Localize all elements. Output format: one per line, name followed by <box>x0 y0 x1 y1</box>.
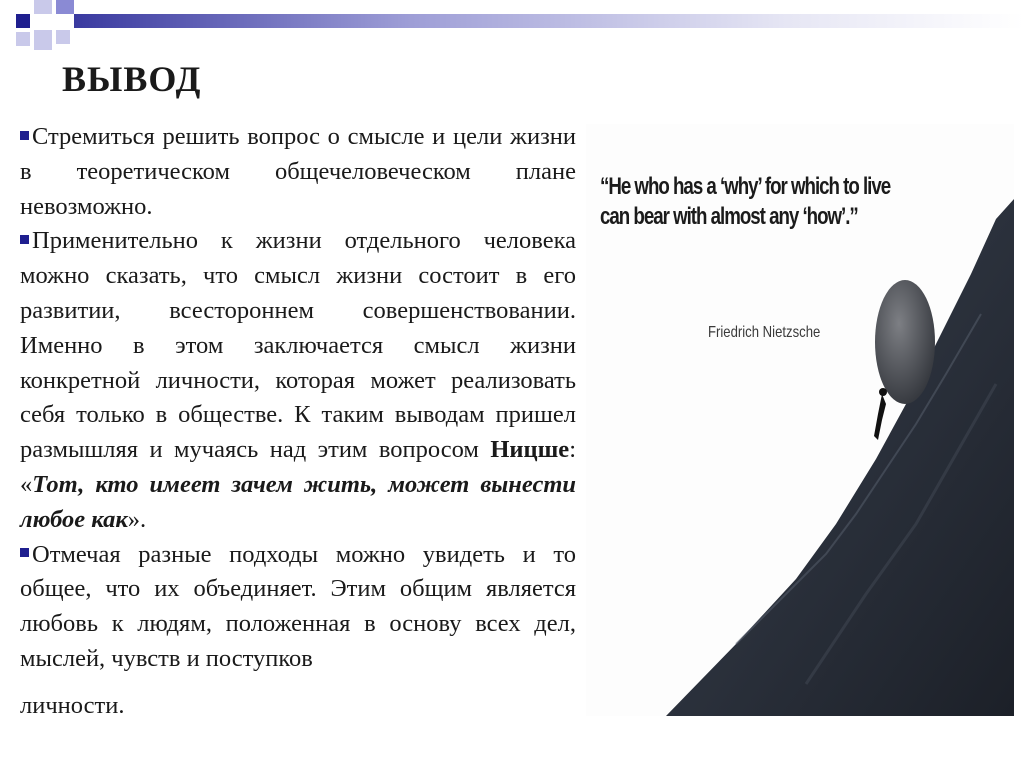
header-square-mid <box>56 0 74 14</box>
paragraph-1-text: Стремиться решить вопрос о смысле и цели жизни в теоретическом общечеловеческом плане невозможно. <box>20 123 576 220</box>
paragraph-3-text: Отмечая разные подходы можно увидеть и то общее, что их объединяет. Этим общим является любовь к людям, положенная в основу всех дел, мыслей, чувств и поступков <box>20 540 576 672</box>
paragraph-3-final-line: личности. <box>20 691 125 719</box>
bullet-icon <box>20 131 29 140</box>
header-square-light-1 <box>34 0 52 14</box>
bullet-icon <box>20 548 29 557</box>
paragraph-1 <box>20 120 576 224</box>
paragraph-2-punct: : « <box>20 436 576 498</box>
header-square-light-3 <box>16 32 30 46</box>
header-square-light-2 <box>34 30 52 50</box>
slide-title: ВЫВОД <box>62 59 202 99</box>
header-gradient-bar <box>74 14 1024 28</box>
image-author: Friedrich Nietzsche <box>708 324 821 341</box>
image-quote-line-2: can bear with almost any ‘how’.” <box>600 203 858 230</box>
paragraph-3 <box>20 538 576 677</box>
paragraph-2-text: Применительно к жизни отдельного человека можно сказать, что смысл жизни состоит в его развитии, всестороннем совершенствовании. Именно в этом заключается смысл жизни конкретной личности, которая может реализовать себя только в обществе. К таким выводам пришел размышляя и мучаясь над этим вопросом <box>20 227 576 464</box>
body-text <box>20 120 576 724</box>
paragraph-2 <box>20 224 576 537</box>
paragraph-2-close: ». <box>127 505 147 533</box>
image-quote-line-1: “He who has a ‘why’ for which to live <box>600 173 891 200</box>
header-square-light-4 <box>56 30 70 44</box>
header-square-dark-1 <box>16 14 30 28</box>
bullet-icon <box>20 235 29 244</box>
image-quote <box>600 172 891 232</box>
nietzsche-quote-image <box>586 124 1014 716</box>
nietzsche-quote: Тот, кто имеет зачем жить, может вынести любое как <box>20 470 576 533</box>
author-name: Ницше <box>490 436 570 464</box>
